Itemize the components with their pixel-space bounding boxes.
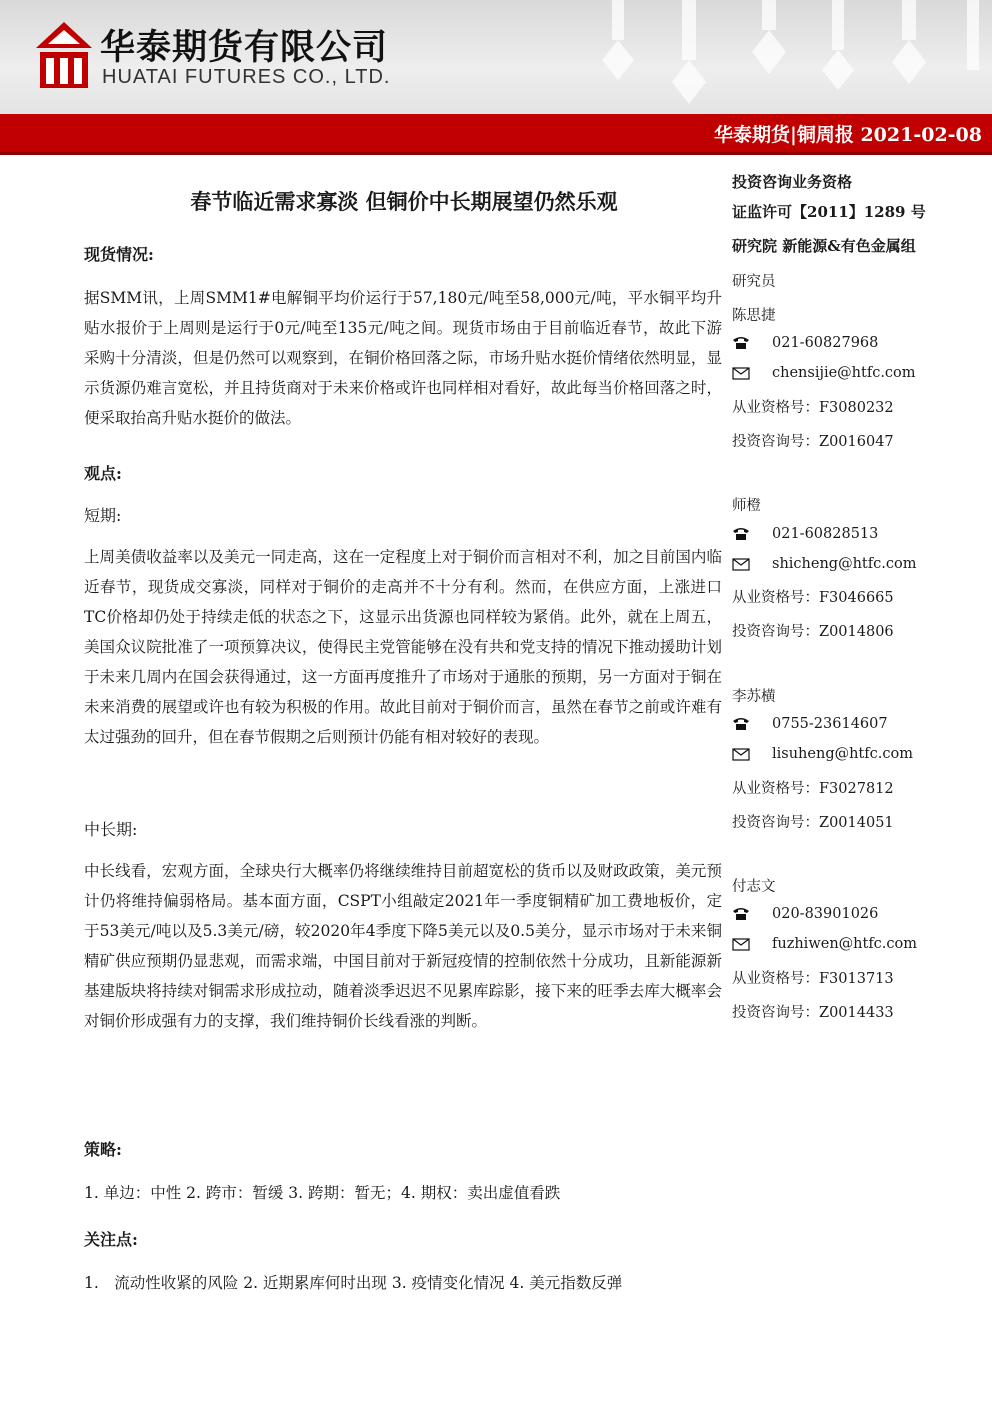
short-term-heading: 短期:	[84, 506, 122, 525]
envelope-icon	[732, 746, 772, 762]
role-label: 研究员	[732, 274, 776, 290]
analyst-license: 从业资格号：F3080232	[732, 400, 894, 416]
mid-term-paragraph: 中长线看，宏观方面，全球央行大概率仍将继续维持目前超宽松的货币以及财政政策，美元预计仍将维持偏弱格局。基本面方面，CSPT小组敲定2021年一季度铜精矿加工费地板价，定于53美元/吨以及5.3美元/磅，较2020年4季度下降5美元以及0.5美分，显示市场对于未来铜精矿供应预期仍显悲观，而需求端，中国目前对于新冠疫情的控制依然十分成功，且新能源新基建版块将持续对铜需求形成拉动，随着淡季迟迟不见累库踪影，接下来的旺季去库大概率会对铜价形成强有力的支撑，我们维持铜价长线看涨的判断。	[84, 862, 722, 1030]
analyst-name: 陈思捷	[732, 308, 776, 324]
institute-name: 研究院 新能源&有色金属组	[732, 237, 916, 255]
spot-heading: 现货情况:	[84, 245, 154, 264]
phone-icon	[732, 335, 772, 351]
company-name-en: HUATAI FUTURES CO., LTD.	[102, 66, 391, 88]
qualification-line1: 投资咨询业务资格	[732, 173, 853, 191]
analyst-consult: 投资咨询号：Z0014806	[732, 624, 894, 640]
qualification-line2: 证监许可【2011】1289 号	[732, 203, 926, 221]
mid-term-heading: 中长期:	[84, 820, 138, 839]
analyst-email[interactable]: chensijie@htfc.com	[732, 365, 916, 381]
phone-icon	[732, 716, 772, 732]
analyst-email[interactable]: fuzhiwen@htfc.com	[732, 936, 917, 952]
analyst-phone: 0755-23614607	[732, 716, 888, 732]
analyst-license: 从业资格号：F3046665	[732, 590, 894, 606]
phone-icon	[732, 906, 772, 922]
short-term-paragraph: 上周美债收益率以及美元一同走高，这在一定程度上对于铜价而言相对不利，加之目前国内临近春节，现货成交寡淡，同样对于铜价的走高并不十分有利。然而，在供应方面，上涨进口TC价格却仍处于持续走低的状态之下，这显示出货源也同样较为紧俏。此外，就在上周五，美国众议院批准了一项预算决议，使得民主党管能够在没有共和党支持的情况下推动援助计划于未来几周内在国会获得通过，这一方面再度推升了市场对于通胀的预期，另一方面对于铜在未来消费的展望或许也有较为积极的作用。故此目前对于铜价而言，虽然在春节之前或许难有太过强劲的回升，但在春节假期之后则预计仍能有相对较好的表现。	[84, 548, 722, 746]
report-title: 春节临近需求寡淡 但铜价中长期展望仍然乐观	[190, 189, 618, 214]
analyst-name: 师橙	[732, 498, 761, 514]
decorative-pattern-icon	[572, 0, 992, 114]
analyst-phone: 020-83901026	[732, 906, 878, 922]
analyst-phone: 021-60827968	[732, 335, 878, 351]
analyst-name: 付志文	[732, 879, 776, 895]
strategy-text: 1. 单边：中性 2. 跨市：暂缓 3. 跨期：暂无；4. 期权：卖出虚值看跌	[84, 1184, 561, 1202]
analyst-license: 从业资格号：F3013713	[732, 971, 894, 987]
envelope-icon	[732, 936, 772, 952]
phone-icon	[732, 526, 772, 542]
analyst-consult: 投资咨询号：Z0014051	[732, 815, 894, 831]
view-heading: 观点:	[84, 464, 122, 483]
spot-paragraph: 据SMM讯，上周SMM1#电解铜平均价运行于57,180元/吨至58,000元/吨，平水铜平均升贴水报价于上周则是运行于0元/吨至135元/吨之间。现货市场由于目前临近春节，故此下游采购十分清淡，但是仍然可以观察到，在铜价格回落之际，市场升贴水挺价情绪依然明显，显示货源仍难言宽松，并且持货商对于未来价格或许也同样相对看好，故此每当价格回落之时，便采取抬高升贴水挺价的做法。	[84, 289, 722, 427]
envelope-icon	[732, 365, 772, 381]
company-name-cn: 华泰期货有限公司	[100, 28, 389, 68]
analyst-phone: 021-60828513	[732, 526, 878, 542]
focus-text: 1. 流动性收紧的风险 2. 近期累库何时出现 3. 疫情变化情况 4. 美元指数反弹	[84, 1274, 623, 1292]
envelope-icon	[732, 556, 772, 572]
focus-heading: 关注点:	[84, 1230, 138, 1249]
strategy-heading: 策略:	[84, 1140, 122, 1159]
page-header	[0, 0, 992, 114]
analyst-consult: 投资咨询号：Z0014433	[732, 1005, 894, 1021]
analyst-email[interactable]: shicheng@htfc.com	[732, 556, 916, 572]
analyst-name: 李苏横	[732, 689, 776, 705]
analyst-consult: 投资咨询号：Z0016047	[732, 434, 894, 450]
report-tag: 华泰期货|铜周报 2021-02-08	[713, 124, 982, 146]
huatai-logo-icon	[36, 22, 92, 90]
analyst-email[interactable]: lisuheng@htfc.com	[732, 746, 913, 762]
header-divider	[0, 152, 992, 155]
report-tag-bar	[0, 114, 992, 152]
analyst-license: 从业资格号：F3027812	[732, 781, 894, 797]
